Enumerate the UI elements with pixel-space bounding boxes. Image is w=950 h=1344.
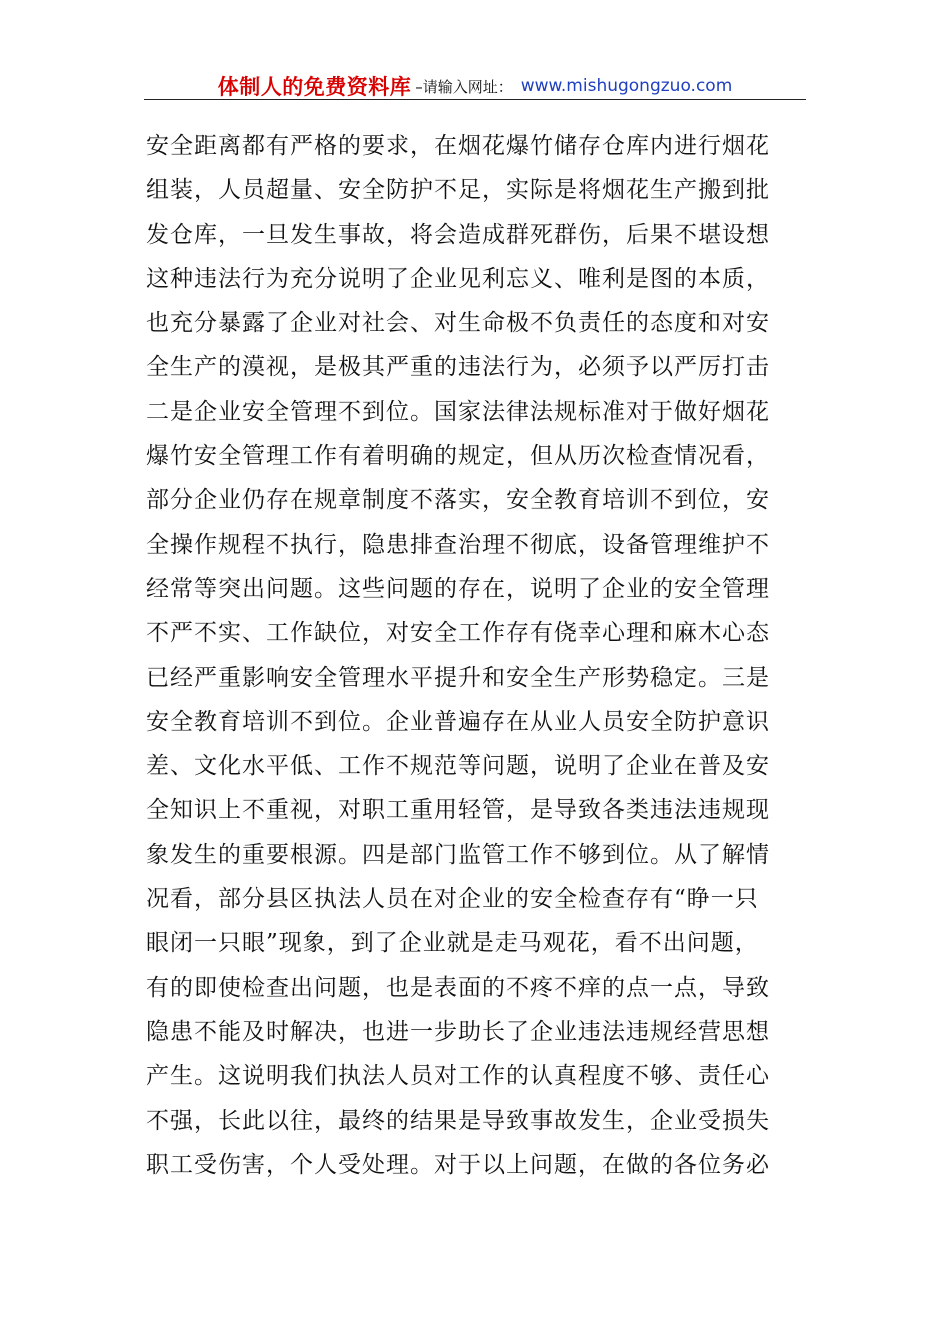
text-line: 部分企业仍存在规章制度不落实，安全教育培训不到位，安 [146,487,770,514]
text-line: 不强，长此以往，最终的结果是导致事故发生，企业受损失 [146,1107,770,1134]
text-line: 全操作规程不执行，隐患排查治理不彻底，设备管理维护不 [146,531,770,558]
text-line: 这种违法行为充分说明了企业见利忘义、唯利是图的本质， [146,265,770,292]
text-line: 眼闭一只眼”现象，到了企业就是走马观花，看不出问题， [146,930,759,957]
text-line: 爆竹安全管理工作有着明确的规定，但从历次检查情况看， [146,443,770,470]
text-line: 经常等突出问题。这些问题的存在，说明了企业的安全管理 [146,575,770,602]
site-title: 体制人的免费资料库 [217,75,412,99]
text-line: 况看，部分县区执法人员在对企业的安全检查存有“睁一只 [146,886,759,913]
text-line: 差、文化水平低、工作不规范等问题，说明了企业在普及安 [146,753,770,780]
text-line: 安全教育培训不到位。企业普遍存在从业人员安全防护意识 [146,708,770,735]
text-line: 全知识上不重视，对职工重用轻管，是导致各类违法违规现 [146,797,770,824]
url-prompt: –请输入网址： [415,77,513,96]
text-line: 也充分暴露了企业对社会、对生命极不负责任的态度和对安 [146,310,770,337]
text-line: 有的即使检查出问题，也是表面的不疼不痒的点一点，导致 [146,974,770,1001]
text-line: 组装，人员超量、安全防护不足，实际是将烟花生产搬到批 [146,177,770,204]
text-line: 职工受伤害，个人受处理。对于以上问题，在做的各位务必 [146,1151,770,1178]
text-line: 象发生的重要根源。四是部门监管工作不够到位。从了解情 [146,841,770,868]
text-line: 已经严重影响安全管理水平提升和安全生产形势稳定。三是 [146,664,770,691]
text-line: 发仓库，一旦发生事故，将会造成群死群伤，后果不堪设想 [146,221,770,248]
text-line: 二是企业安全管理不到位。国家法律法规标准对于做好烟花 [146,398,770,425]
site-url-link[interactable]: www.mishugongzuo.com [520,76,733,96]
document-body [146,124,814,1187]
text-line: 产生。这说明我们执法人员对工作的认真程度不够、责任心 [146,1063,770,1090]
text-line: 不严不实、工作缺位，对安全工作存有侥幸心理和麻木心态 [146,620,770,647]
text-line: 全生产的漠视，是极其严重的违法行为，必须予以严厉打击 [146,354,770,381]
header-divider [144,99,806,100]
text-line: 隐患不能及时解决，也进一步助长了企业违法违规经营思想 [146,1018,770,1045]
page-header [144,72,806,100]
text-line: 安全距离都有严格的要求，在烟花爆竹储存仓库内进行烟花 [146,133,770,159]
